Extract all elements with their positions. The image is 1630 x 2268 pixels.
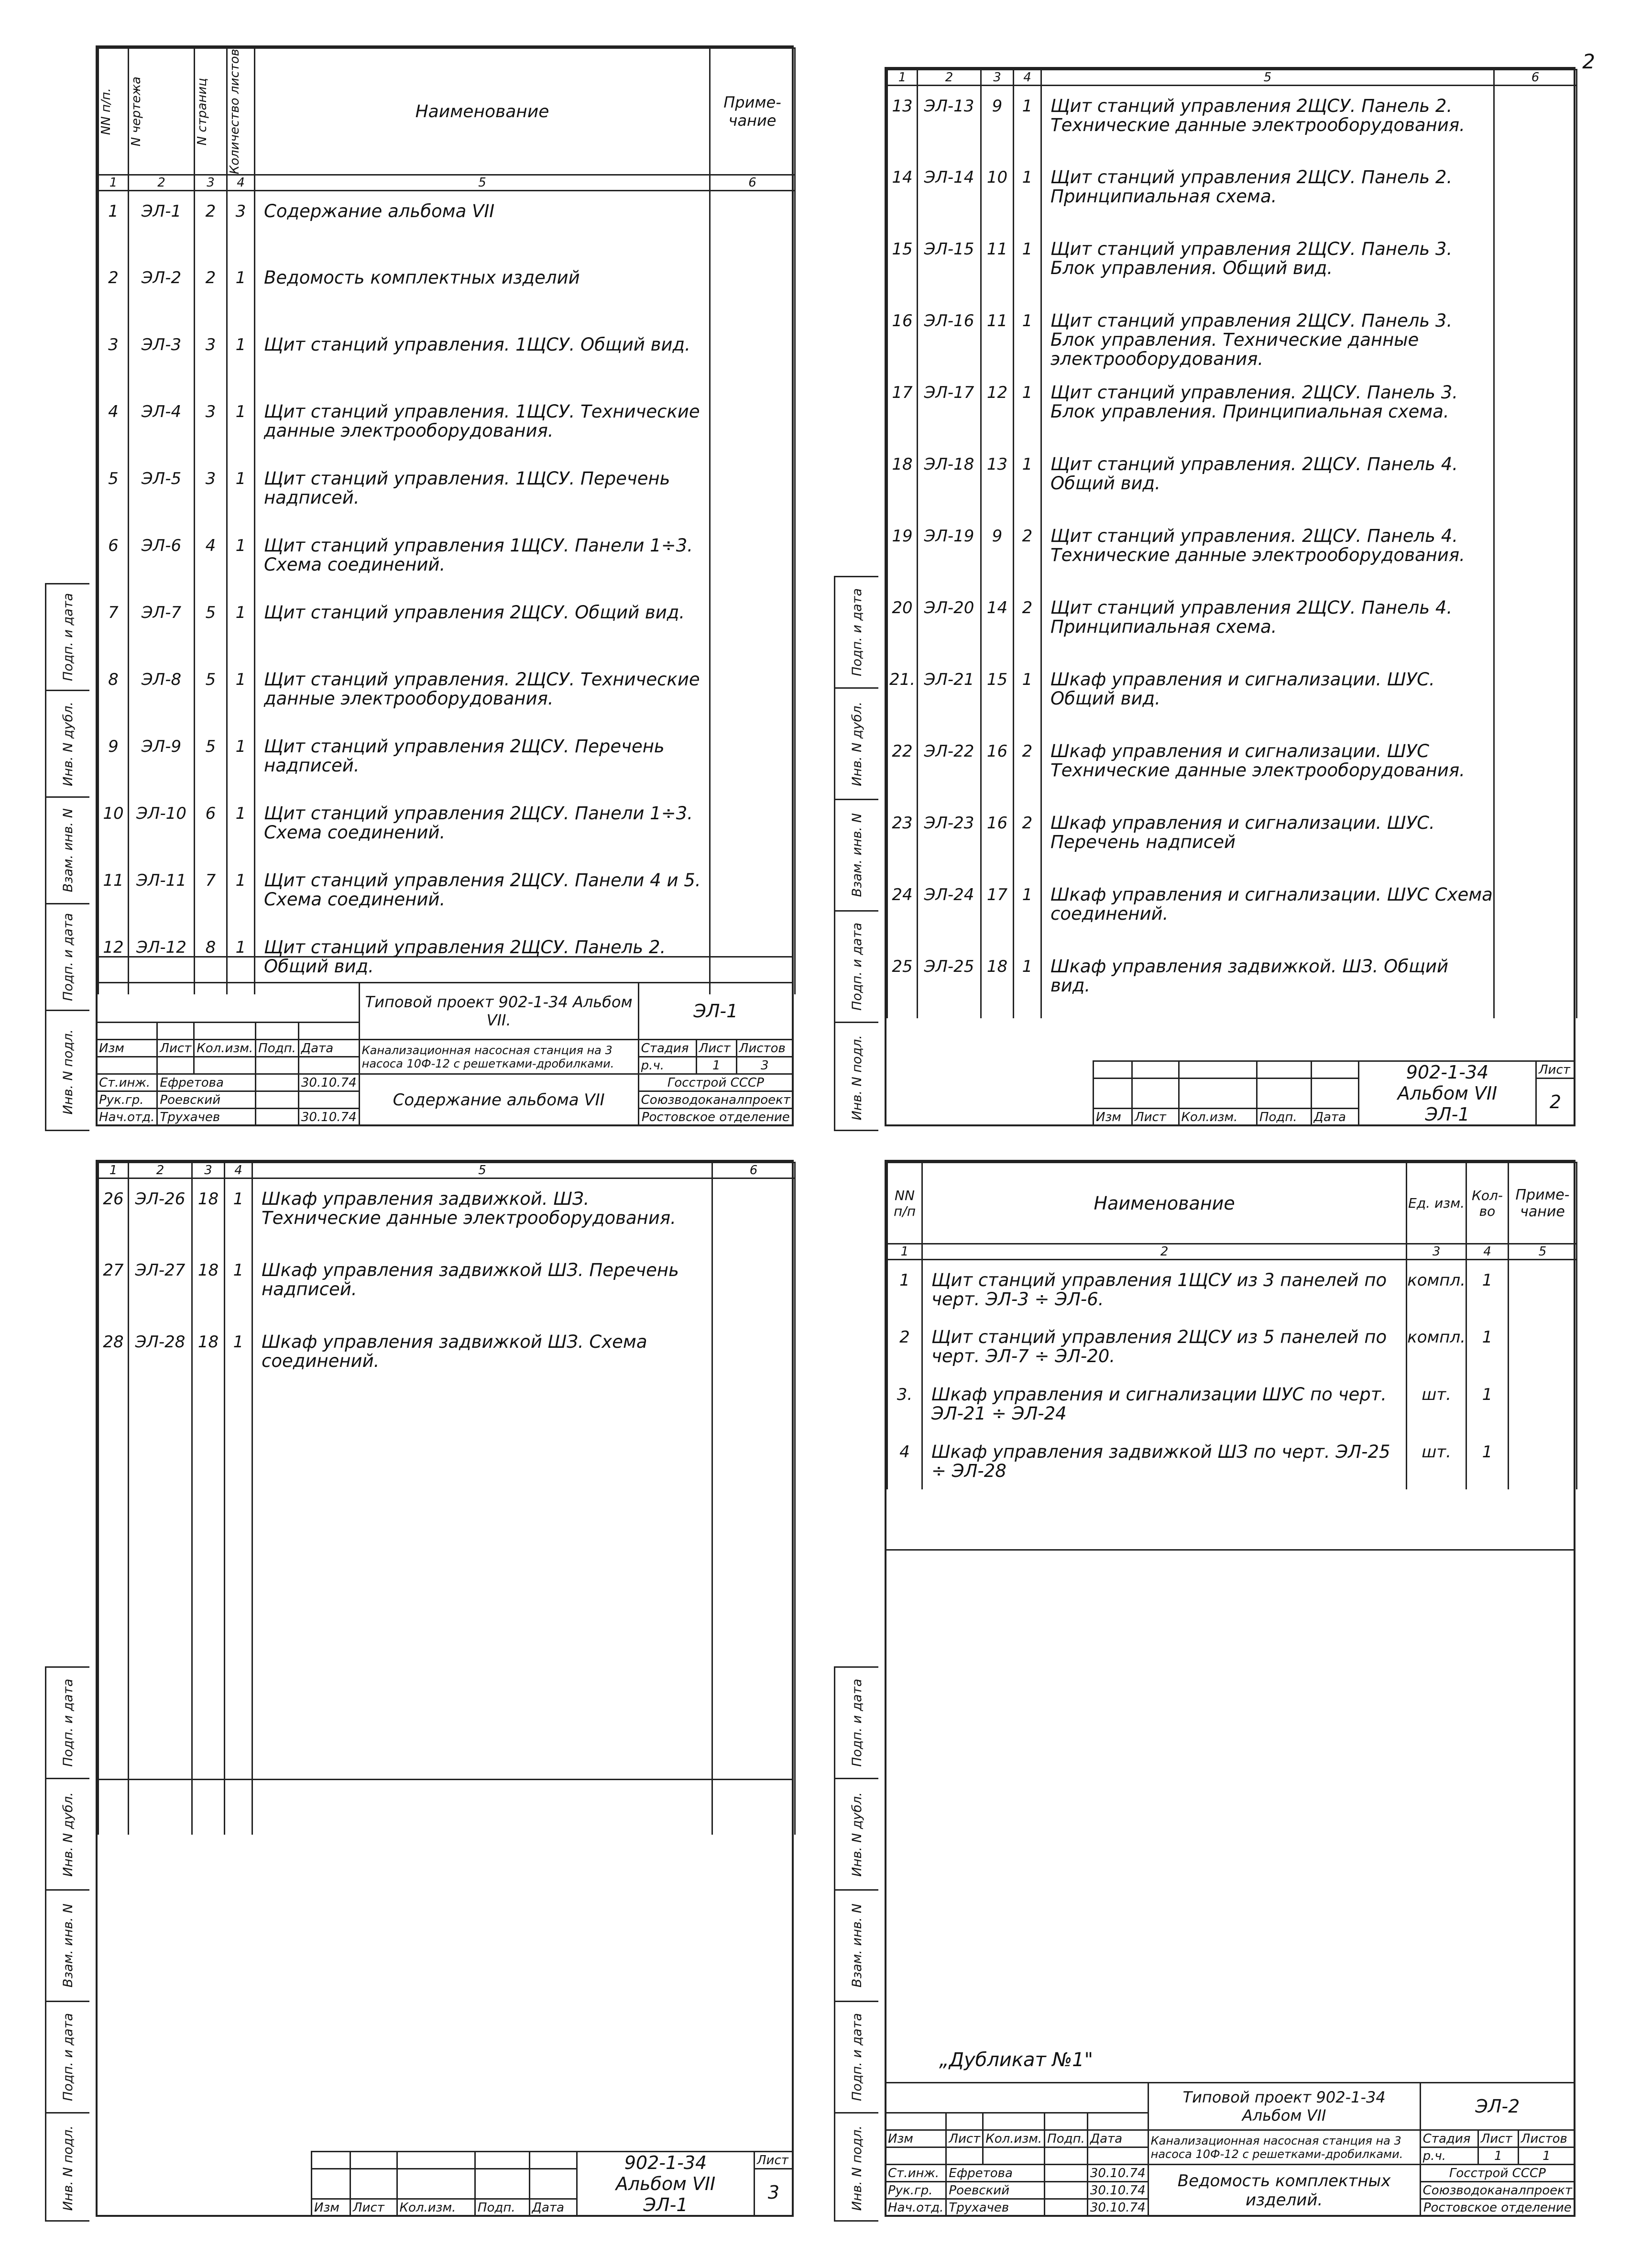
drawing-code: ЭЛ-23 [918,803,981,875]
page-count: 16 [981,731,1014,803]
item-name: Щит станций управления 2ЩСУ. Панель 4. Принципиальная схема. [1041,588,1494,660]
item-name: Щит станций управления. 1ЩСУ. Общий вид. [255,325,710,392]
item-name: Шкаф управления задвижкой. ШЗ. Технические данные электрооборудования. [252,1178,712,1250]
row-number: 10 [98,793,129,860]
item-name: Щит станций управления 1ЩСУ. Панели 1÷3. Схема соединений. [255,526,710,593]
register-row [98,1250,795,1322]
row-number: 13 [887,86,918,157]
item-name: Щит станций управления 2ЩСУ. Перечень надписей. [255,727,710,793]
drawing-code: ЭЛ-28 [129,1322,192,1394]
note [710,793,795,860]
register-row [98,1178,795,1250]
row-number: 28 [98,1322,129,1394]
page-corner-number: 2 [1582,50,1595,73]
item-name: Щит станций управления 1ЩСУ из 3 панелей по черт. ЭЛ-3 ÷ ЭЛ-6. [922,1260,1407,1317]
register-row [98,526,795,593]
row-number: 1 [98,191,129,258]
register-row [887,803,1577,875]
sheet-count: 1 [227,325,255,392]
drawing-code: ЭЛ-26 [129,1178,192,1250]
register-table: NN п/п. N чертежа N страниц Количество листов Наименование Приме-чание 1 2 3 4 5 6 1 ЭЛ-1 2 3 Содержание альбома VII 2 ЭЛ-2 2 1 Ведомость комплектных изделий 3 ЭЛ-3 3 1 Щит станций управления. 1ЩСУ. Общий вид. 4 ЭЛ-4 3 1 Щит станций управления. 1ЩСУ. Технические данные электрооборудования. 5 ЭЛ-5 3 1 Щит станций управления. 1ЩСУ. Перечень надписей. 6 ЭЛ-6 4 1 Щит станций управления 1ЩСУ. Панели 1÷3. Схема соединений. 7 ЭЛ-7 5 1 Щит станций управления 2ЩСУ. Общий вид. 8 ЭЛ-8 5 1 Щит станций управления. 2ЩСУ. Технические данные электрооборудования. 9 ЭЛ-9 5 1 Щит станций управления 2ЩСУ. Перечень надписей. 10 ЭЛ-10 6 1 Щит станций управления 2ЩСУ. Панели 1÷3. Схема соединений. 11 ЭЛ-11 7 1 Щит станций управления 2ЩСУ. Панели 4 и 5. Схема соединений. 12 ЭЛ-12 8 1 Щит станций управления 2ЩСУ. Панель 2. Общий вид. [98,47,796,994]
drawing-code: ЭЛ-10 [129,793,195,860]
sheet-count: 2 [1014,588,1041,660]
register-row [887,588,1577,660]
drawing-code: ЭЛ-16 [918,301,981,373]
page-count: 5 [195,660,227,727]
row-number: 4 [98,392,129,459]
sheet-count: 1 [227,793,255,860]
item-name: Щит станций управления 2ЩСУ. Панель 2. Принципиальная схема. [1041,157,1494,229]
sheet-1 [60,45,794,1126]
sheet-count: 1 [227,258,255,325]
register-table: 1 2 3 4 5 6 26 ЭЛ-26 18 1 Шкаф управления задвижкой. ШЗ. Технические данные электрооборудования. 27 ЭЛ-27 18 1 Шкаф управления задвижкой ШЗ. Перечень надписей. 28 ЭЛ-28 18 1 Шкаф управления задвижкой ШЗ. Схема соединений. [98,1162,796,1835]
register-row [887,301,1577,373]
row-number: 3. [887,1375,922,1432]
row-number: 6 [98,526,129,593]
note [1494,875,1577,947]
sheet-count: 1 [1014,875,1041,947]
drawing-code: ЭЛ-27 [129,1250,192,1322]
drawing-code: ЭЛ-20 [918,588,981,660]
title-block-small: 902-1-34 Альбом VII ЭЛ-1 Лист 3 Изм Лист Кол.изм. Подп. Дата [311,2151,794,2217]
title-block: Типовой проект 902-1-34 Альбом VII ЭЛ-2 Изм Лист Кол.изм. Подп. Дата Канализационная насосная станция на 3 насоса 10Ф-12 с решетками-дробилками. Стадия Лист Листов р.ч. 1 1 Ст.инж. Ефретова 30.10.74 Ведомость комплектных изделий. Госстрой СССР Рук.гр. Роевский 30.10.74 Союзводоканалпроект Нач.отд. Трухачев 30.10.74 Ростовское отделение [885,2082,1575,2217]
note [1494,229,1577,301]
item-name: Щит станций управления 2ЩСУ. Панель 2. Общий вид. [255,927,710,994]
drawing-code: ЭЛ-14 [918,157,981,229]
row-number: 17 [887,373,918,444]
page-count: 9 [981,86,1014,157]
sidebar-stamp: Подп. и дата Инв. N дубл. Взам. инв. N Подп. и дата Инв. N подл. [45,1666,89,2222]
spec-row [887,1375,1577,1432]
note [1494,516,1577,588]
register-row [887,86,1577,157]
row-number: 25 [887,947,918,1018]
row-number: 7 [98,593,129,660]
item-name: Щит станций управления 2ЩСУ. Панели 4 и 5. Схема соединений. [255,860,710,927]
note [710,860,795,927]
register-row [887,660,1577,731]
drawing-code: ЭЛ-6 [129,526,195,593]
sheet-count: 1 [1014,157,1041,229]
page-count: 17 [981,875,1014,947]
row-number: 27 [98,1250,129,1322]
register-row [887,731,1577,803]
page-count: 6 [195,793,227,860]
drawing-code: ЭЛ-4 [129,392,195,459]
item-name: Щит станций управления 2ЩСУ. Панель 3. Блок управления. Технические данные электрооборудования. [1041,301,1494,373]
drawing-code: ЭЛ-15 [918,229,981,301]
register-row [887,875,1577,947]
note [1494,588,1577,660]
quantity: 1 [1466,1260,1509,1317]
note [710,526,795,593]
sheet-count: 1 [1014,373,1041,444]
title-block: Типовой проект 902-1-34 Альбом VII. ЭЛ-1 Изм Лист Кол.изм. Подп. Дата Канализационная насосная станция на 3 насоса 10Ф-12 с решетками-дробилками. Стадия Лист Листов р.ч. 1 3 Ст.инж. Ефретова 30.10.74 Содержание альбома VII Госстрой СССР Рук.гр. Роевский Союзводоканалпроект Нач.отд. Трухачев 30.10.74 Ростовское отделение [96,982,794,1126]
item-name: Содержание альбома VII [255,191,710,258]
drawing-code: ЭЛ-9 [129,727,195,793]
spec-row [887,1317,1577,1375]
sheet-count: 1 [1014,947,1041,1018]
note [1494,803,1577,875]
quantity: 1 [1466,1432,1509,1489]
register-row [98,860,795,927]
row-number: 24 [887,875,918,947]
drawing-code: ЭЛ-25 [918,947,981,1018]
page-count: 11 [981,301,1014,373]
row-number: 11 [98,860,129,927]
note [1494,157,1577,229]
row-number: 20 [887,588,918,660]
register-row [98,660,795,727]
page-count: 9 [981,516,1014,588]
sheet-count: 2 [1014,803,1041,875]
row-number: 23 [887,803,918,875]
sheet-count: 1 [227,860,255,927]
note [712,1322,795,1394]
page-count: 8 [195,927,227,994]
page-count: 3 [195,459,227,526]
register-row [98,325,795,392]
sheet-3 [60,1160,794,2217]
item-name: Щит станций управления 2ЩСУ. Панель 3. Блок управления. Общий вид. [1041,229,1494,301]
sheet-count: 1 [227,660,255,727]
item-name: Щит станций управления 2ЩСУ из 5 панелей по черт. ЭЛ-7 ÷ ЭЛ-20. [922,1317,1407,1375]
sheet-4 [849,1160,1575,2217]
page-count: 2 [195,258,227,325]
drawing-code: ЭЛ-3 [129,325,195,392]
row-number: 18 [887,444,918,516]
page-count: 14 [981,588,1014,660]
register-row [98,727,795,793]
item-name: Шкаф управления и сигнализации. ШУС. Общий вид. [1041,660,1494,731]
sheet-count: 1 [227,526,255,593]
page-count: 4 [195,526,227,593]
note [710,593,795,660]
note [712,1178,795,1250]
sheet-2 [849,50,1595,1126]
item-name: Щит станций управления 2ЩСУ. Панель 2. Технические данные электрооборудования. [1041,86,1494,157]
note [712,1250,795,1322]
note [1494,731,1577,803]
sheet-count: 1 [227,927,255,994]
note [1494,947,1577,1018]
note [710,727,795,793]
spec-table: NN п/п Наименование Ед. изм. Кол-во Приме-чание 1 2 3 4 5 1 Щит станций управления 1ЩСУ из 3 панелей по черт. ЭЛ-3 ÷ ЭЛ-6. компл. 1 2 Щит станций управления 2ЩСУ из 5 панелей по черт. ЭЛ-7 ÷ ЭЛ-20. компл. 1 3. Шкаф управления и сигнализации ШУС по черт. ЭЛ-21 ÷ ЭЛ-24 шт. 1 4 Шкаф управления задвижкой ШЗ по черт. ЭЛ-25 ÷ ЭЛ-28 шт. 1 [886,1162,1577,1489]
note [1509,1317,1577,1375]
unit: компл. [1407,1317,1466,1375]
page-count: 12 [981,373,1014,444]
item-name: Щит станций управления 2ЩСУ. Общий вид. [255,593,710,660]
drawing-code: ЭЛ-1 [129,191,195,258]
row-number: 3 [98,325,129,392]
sheet-count: 2 [1014,731,1041,803]
page-count: 11 [981,229,1014,301]
sheet-count: 1 [1014,86,1041,157]
row-number: 8 [98,660,129,727]
drawing-code: ЭЛ-18 [918,444,981,516]
page-count: 18 [192,1250,225,1322]
page-count: 18 [981,947,1014,1018]
spec-row [887,1432,1577,1489]
page-count: 3 [195,392,227,459]
sheet-count: 1 [225,1322,252,1394]
quantity: 1 [1466,1317,1509,1375]
page-count: 16 [981,803,1014,875]
item-name: Шкаф управления и сигнализации. ШУС Технические данные электрооборудования. [1041,731,1494,803]
page-count: 10 [981,157,1014,229]
note [710,660,795,727]
row-number: 2 [887,1317,922,1375]
drawing-code: ЭЛ-13 [918,86,981,157]
item-name: Щит станций управления. 2ЩСУ. Панель 4. Общий вид. [1041,444,1494,516]
page-count: 15 [981,660,1014,731]
note [1509,1375,1577,1432]
note [1494,444,1577,516]
item-name: Шкаф управления задвижкой ШЗ. Перечень надписей. [252,1250,712,1322]
page-count: 5 [195,593,227,660]
sheet-count: 1 [227,727,255,793]
item-name: Щит станций управления. 1ЩСУ. Перечень надписей. [255,459,710,526]
item-name: Щит станций управления. 2ЩСУ. Панель 4. Технические данные электрооборудования. [1041,516,1494,588]
row-number: 1 [887,1260,922,1317]
sidebar-stamp: Подп. и дата Инв. N дубл. Взам. инв. N Подп. и дата Инв. N подл. [834,1666,878,2222]
note [1494,86,1577,157]
page-count: 13 [981,444,1014,516]
sheet-count: 1 [225,1178,252,1250]
row-number: 2 [98,258,129,325]
note [1509,1260,1577,1317]
drawing-code: ЭЛ-24 [918,875,981,947]
register-row [887,444,1577,516]
register-row [98,593,795,660]
sheet-count: 1 [1014,229,1041,301]
item-name: Шкаф управления и сигнализации ШУС по черт. ЭЛ-21 ÷ ЭЛ-24 [922,1375,1407,1432]
sheet-count: 1 [1014,660,1041,731]
page-count: 7 [195,860,227,927]
note [710,459,795,526]
note [710,325,795,392]
sheet-count: 1 [227,593,255,660]
unit: шт. [1407,1432,1466,1489]
register-row [98,1322,795,1394]
item-name: Шкаф управления и сигнализации. ШУС Схема соединений. [1041,875,1494,947]
row-number: 21. [887,660,918,731]
quantity: 1 [1466,1375,1509,1432]
drawing-code: ЭЛ-17 [918,373,981,444]
register-row [887,229,1577,301]
note [710,258,795,325]
register-row [887,516,1577,588]
sheet-count: 3 [227,191,255,258]
item-name: Ведомость комплектных изделий [255,258,710,325]
item-name: Щит станций управления. 2ЩСУ. Технические данные электрооборудования. [255,660,710,727]
item-name: Щит станций управления. 2ЩСУ. Панель 3. Блок управления. Принципиальная схема. [1041,373,1494,444]
register-row [98,459,795,526]
sheet-count: 1 [227,392,255,459]
register-row [887,157,1577,229]
sidebar-stamp: Подп. и дата Инв. N дубл. Взам. инв. N Подп. и дата Инв. N подл. [834,576,878,1131]
page-count: 18 [192,1322,225,1394]
register-row [887,373,1577,444]
drawing-code: ЭЛ-11 [129,860,195,927]
register-row [98,793,795,860]
row-number: 14 [887,157,918,229]
note [1494,301,1577,373]
row-number: 19 [887,516,918,588]
item-name: Шкаф управления задвижкой ШЗ. Схема соединений. [252,1322,712,1394]
spec-row [887,1260,1577,1317]
register-row [887,947,1577,1018]
drawing-code: ЭЛ-19 [918,516,981,588]
row-number: 22 [887,731,918,803]
row-number: 16 [887,301,918,373]
page-count: 18 [192,1178,225,1250]
register-row [98,258,795,325]
sheet-count: 1 [1014,301,1041,373]
drawing-code: ЭЛ-12 [129,927,195,994]
unit: шт. [1407,1375,1466,1432]
unit: компл. [1407,1260,1466,1317]
item-name: Щит станций управления 2ЩСУ. Панели 1÷3. Схема соединений. [255,793,710,860]
register-table: 1 2 3 4 5 6 13 ЭЛ-13 9 1 Щит станций управления 2ЩСУ. Панель 2. Технические данные электрооборудования. 14 ЭЛ-14 10 1 Щит станций управления 2ЩСУ. Панель 2. Принципиальная схема. 15 ЭЛ-15 11 1 Щит станций управления 2ЩСУ. Панель 3. Блок управления. Общий вид. 16 ЭЛ-16 11 1 Щит станций управления 2ЩСУ. Панель 3. Блок управления. Технические данные электрооборудования. 17 ЭЛ-17 12 1 Щит станций управления. 2ЩСУ. Панель 3. Блок управления. Принципиальная схема. 18 ЭЛ-18 13 1 Щит станций управления. 2ЩСУ. Панель 4. Общий вид. 19 ЭЛ-19 9 2 Щит станций управления. 2ЩСУ. Панель 4. Технические данные электрооборудования. 20 ЭЛ-20 14 2 Щит станций управления 2ЩСУ. Панель 4. Принципиальная схема. 21. ЭЛ-21 15 1 Шкаф управления и сигнализации. ШУС. Общий вид. 22 ЭЛ-22 16 2 Шкаф управления и сигнализации. ШУС Технические данные электрооборудования. 23 ЭЛ-23 16 2 Шкаф управления и сигнализации. ШУС. Перечень надписей 24 ЭЛ-24 17 1 Шкаф управления и сигнализации. ШУС Схема соединений. 25 ЭЛ-25 18 1 Шкаф управления задвижкой. ШЗ. Общий вид. [886,69,1577,1018]
drawing-code: ЭЛ-7 [129,593,195,660]
drawing-code: ЭЛ-2 [129,258,195,325]
row-number: 5 [98,459,129,526]
note [710,191,795,258]
register-row [98,191,795,258]
sheet-count: 1 [1014,444,1041,516]
row-number: 15 [887,229,918,301]
item-name: Шкаф управления и сигнализации. ШУС. Перечень надписей [1041,803,1494,875]
title-block-small: 902-1-34 Альбом VII ЭЛ-1 Лист 2 Изм Лист Кол.изм. Подп. Дата [1093,1060,1575,1126]
duplicate-mark: „Дубликат №1" [939,2049,1094,2071]
sidebar-stamp: Подп. и дата Инв. N дубл. Взам. инв. N Подп. и дата Инв. N подл. [45,583,89,1131]
row-number: 9 [98,727,129,793]
note [710,392,795,459]
drawing-code: ЭЛ-22 [918,731,981,803]
item-name: Щит станций управления. 1ЩСУ. Технические данные электрооборудования. [255,392,710,459]
page-count: 5 [195,727,227,793]
item-name: Шкаф управления задвижкой. ШЗ. Общий вид. [1041,947,1494,1018]
row-number: 4 [887,1432,922,1489]
sheet-count: 1 [227,459,255,526]
drawing-code: ЭЛ-5 [129,459,195,526]
note [1509,1432,1577,1489]
sheet-count: 1 [225,1250,252,1322]
register-row [98,392,795,459]
item-name: Шкаф управления задвижкой ШЗ по черт. ЭЛ-25 ÷ ЭЛ-28 [922,1432,1407,1489]
page-count: 3 [195,325,227,392]
row-number: 12 [98,927,129,994]
row-number: 26 [98,1178,129,1250]
drawing-code: ЭЛ-21 [918,660,981,731]
note [1494,373,1577,444]
page-count: 2 [195,191,227,258]
sheet-count: 2 [1014,516,1041,588]
note [1494,660,1577,731]
drawing-code: ЭЛ-8 [129,660,195,727]
